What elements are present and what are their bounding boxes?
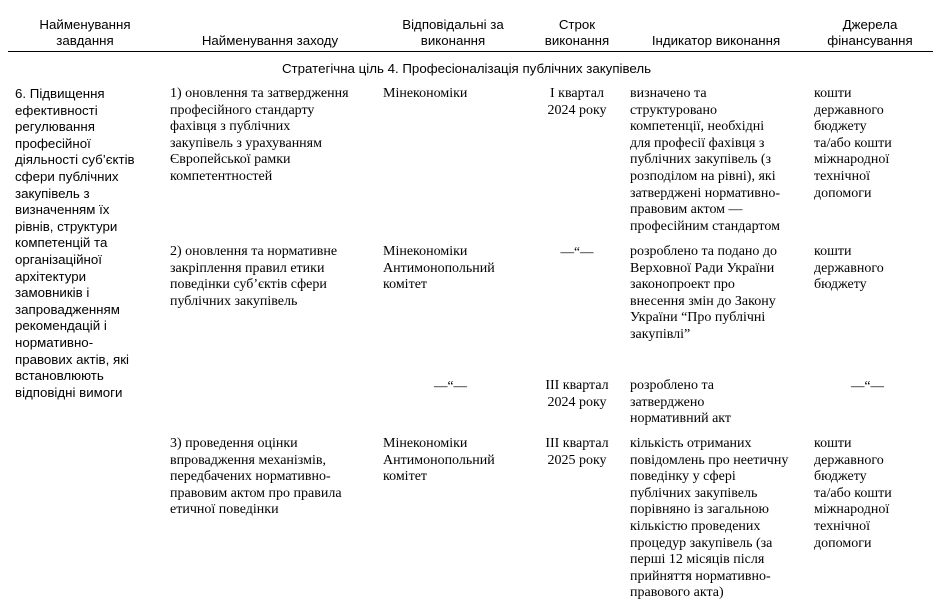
indicator-cell: кількість отриманих повідомлень про неетичну поведінку у сфері публічних закупівель порівняно із загальною кількістю проведених процедур закупівель (за перші 12 місяців після прийняття нормативно- правового акта) bbox=[630, 436, 789, 601]
responsible-cell: Мінекономіки bbox=[383, 86, 468, 101]
measure-cell: 3) проведення оцінки впровадження механізмів, передбачених нормативно- правовим актом про правила етичної поведінки bbox=[170, 436, 342, 518]
funding-cell: кошти державного бюджету bbox=[814, 244, 884, 293]
header-term: Строк виконання bbox=[544, 16, 610, 49]
task-description: 6. Підвищення ефективності регулювання професійної діяльності суб’єктів сфери публічних закупівель з визначенням їх рівнів, структури компетенцій та організаційної архітектури замовників і запровадженням рекомендацій і нормативно- правових актів, які встановлюють відповідні вимоги bbox=[15, 86, 135, 400]
strategic-goal-title: Стратегічна ціль 4. Професіоналізація публічних закупівель bbox=[281, 61, 652, 76]
term-cell: III квартал 2024 року bbox=[545, 378, 609, 410]
header-divider bbox=[8, 51, 933, 52]
responsible-ditto: —“— bbox=[434, 378, 467, 393]
funding-ditto: —“— bbox=[851, 378, 884, 393]
header-measure: Найменування заходу bbox=[201, 33, 339, 49]
indicator-cell: розроблено та затверджено нормативний акт bbox=[630, 378, 732, 427]
header-funding: Джерела фінансування bbox=[827, 16, 913, 49]
indicator-cell: визначено та структуровано компетенції, необхідні для професії фахівця з публічних закупівель (з розподілом на рівні), які затверджені нормативно- правовим актом — професійним стандартом bbox=[630, 86, 781, 234]
header-responsible: Відповідальні за виконання bbox=[402, 16, 504, 49]
measure-cell: 2) оновлення та нормативне закріплення правил етики поведінки суб’єктів сфери публічних закупівель bbox=[170, 244, 338, 309]
header-indicator: Індикатор виконання bbox=[651, 33, 781, 49]
indicator-cell: розроблено та подано до Верховної Ради України законопроект про внесення змін до Закону України “Про публічні закупівлі” bbox=[630, 244, 778, 342]
term-cell: III квартал 2025 року bbox=[545, 436, 609, 468]
header-task: Найменування завдання bbox=[39, 16, 131, 49]
funding-cell: кошти державного бюджету та/або кошти міжнародної технічної допомоги bbox=[814, 436, 892, 551]
term-ditto: —“— bbox=[560, 244, 594, 259]
responsible-cell: Мінекономіки Антимонопольний комітет bbox=[383, 436, 495, 485]
table-header bbox=[0, 0, 933, 52]
term-cell: I квартал 2024 року bbox=[547, 86, 607, 118]
responsible-cell: Мінекономіки Антимонопольний комітет bbox=[383, 244, 495, 293]
measure-cell: 1) оновлення та затвердження професійного стандарту фахівця з публічних закупівель з урахуванням Європейської рамки компетентностей bbox=[170, 86, 349, 184]
funding-cell: кошти державного бюджету та/або кошти міжнародної технічної допомоги bbox=[814, 86, 892, 201]
